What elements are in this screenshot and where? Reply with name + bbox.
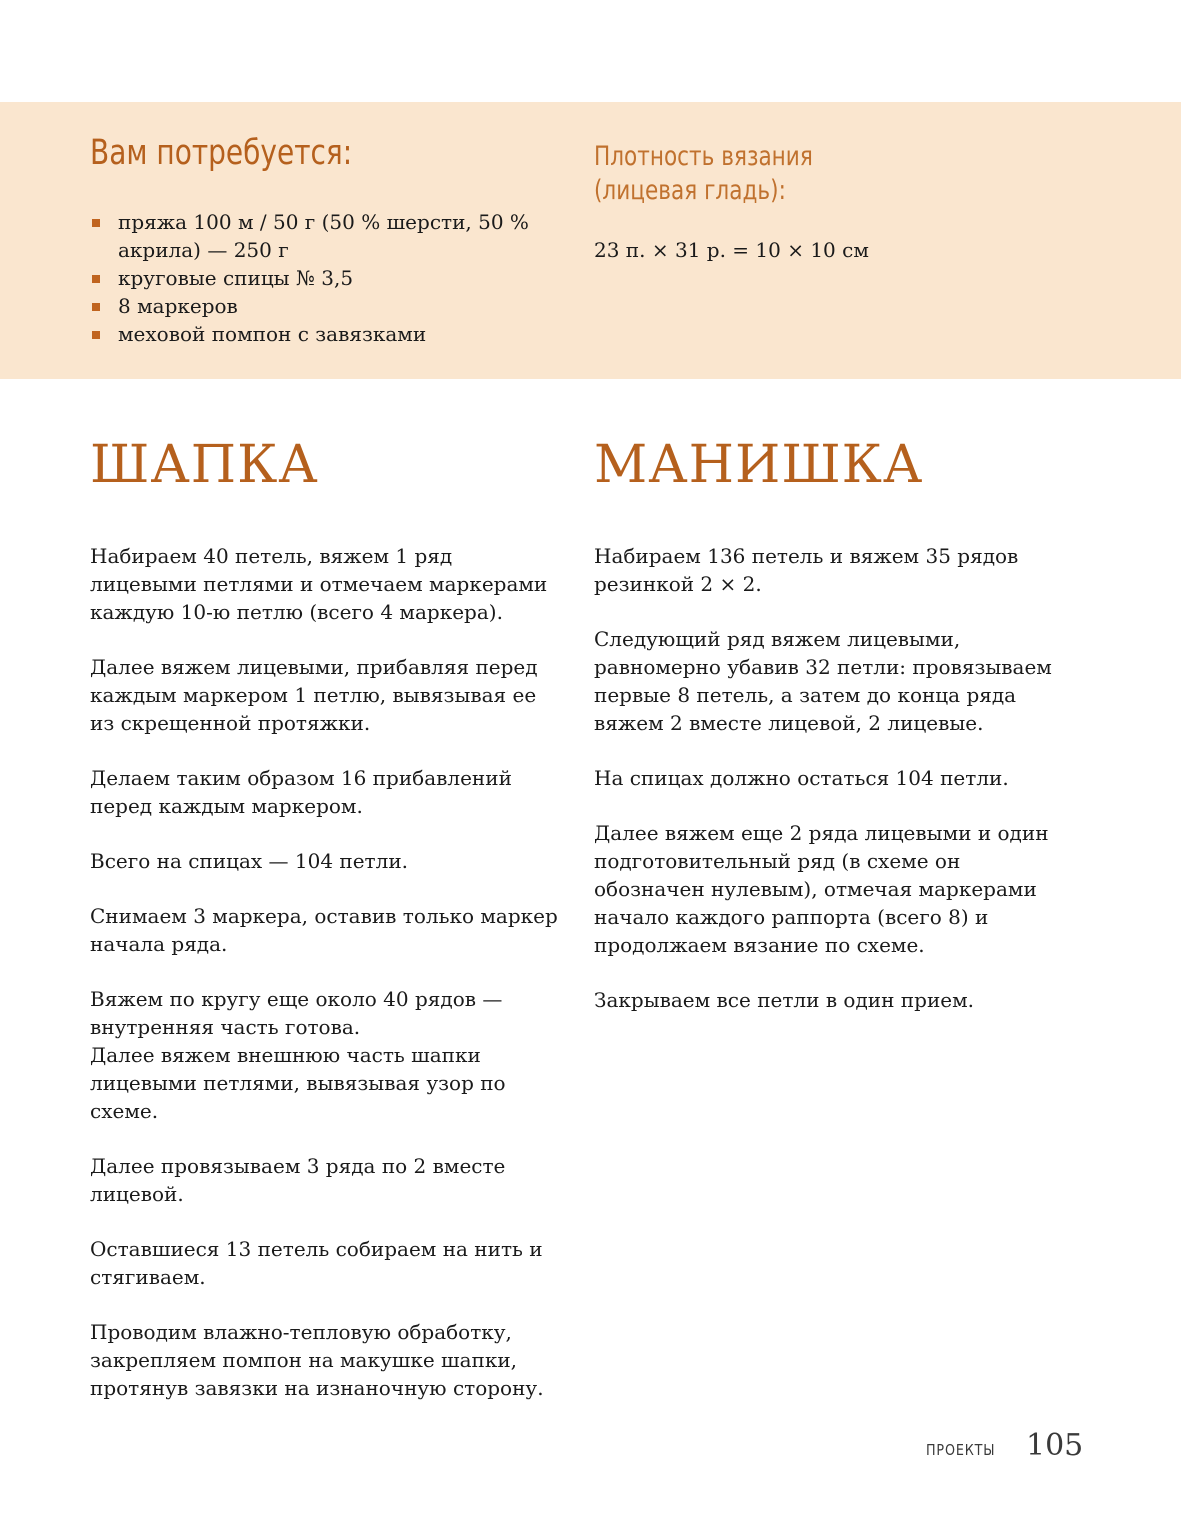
paragraph: Набираем 40 петель, вяжем 1 ряд лицевыми петлями и отмечаем маркерами каждую 10-ю петлю (всего 4 маркера).	[90, 544, 548, 624]
square-bullet-icon	[92, 219, 100, 227]
gauge-title-line: (лицевая гладь):	[594, 175, 786, 206]
hat-instructions	[90, 542, 560, 1429]
square-bullet-icon	[92, 275, 100, 283]
materials-item	[90, 264, 530, 292]
materials-item-text: меховой помпон с завязками	[118, 322, 427, 346]
square-bullet-icon	[92, 303, 100, 311]
gauge-value: 23 п. × 31 р. = 10 × 10 см	[594, 238, 869, 262]
paragraph: Вяжем по кругу еще около 40 рядов — внутренняя часть готова. Далее вяжем внешнюю часть шапки лицевыми петлями, вывязывая узор по схеме.	[90, 987, 506, 1123]
materials-item	[90, 292, 530, 320]
materials-list	[90, 208, 530, 348]
hat-heading: ШАПКА	[90, 435, 319, 495]
paragraph: Оставшиеся 13 петель собираем на нить и стягиваем.	[90, 1237, 543, 1289]
materials-item	[90, 208, 530, 264]
square-bullet-icon	[92, 331, 100, 339]
footer-section-label: ПРОЕКТЫ	[926, 1441, 996, 1459]
paragraph: Делаем таким образом 16 прибавлений перед каждым маркером.	[90, 766, 512, 818]
bib-instructions	[594, 542, 1064, 1041]
gauge-title-line: Плотность вязания	[594, 141, 813, 172]
materials-item	[90, 320, 530, 348]
materials-title: Вам потребуется:	[90, 133, 353, 173]
materials-item-text: пряжа 100 м / 50 г (50 % шерсти, 50 % акрила) — 250 г	[118, 210, 529, 262]
paragraph: Далее вяжем лицевыми, прибавляя перед каждым маркером 1 петлю, вывязывая ее из скрещенной протяжки.	[90, 655, 538, 735]
paragraph: Всего на спицах — 104 петли.	[90, 849, 409, 873]
paragraph: Проводим влажно-тепловую обработку, закрепляем помпон на макушке шапки, протянув завязки на изнаночную сторону.	[90, 1320, 544, 1400]
paragraph: Закрываем все петли в один прием.	[594, 988, 975, 1012]
paragraph: Следующий ряд вяжем лицевыми, равномерно убавив 32 петли: провязываем первые 8 петель, а затем до конца ряда вяжем 2 вместе лицевой, 2 лицевые.	[594, 627, 1052, 735]
gauge-title	[594, 140, 882, 208]
materials-item-text: круговые спицы № 3,5	[118, 266, 354, 290]
bib-heading: МАНИШКА	[594, 435, 924, 495]
paragraph: Далее вяжем еще 2 ряда лицевыми и один подготовительный ряд (в схеме он обозначен нулевым), отмечая маркерами начало каждого раппорта (всего 8) и продолжаем вязание по схеме.	[594, 821, 1049, 957]
page-number: 105	[1026, 1428, 1084, 1463]
materials-item-text: 8 маркеров	[118, 294, 238, 318]
paragraph: Далее провязываем 3 ряда по 2 вместе лицевой.	[90, 1154, 506, 1206]
paragraph: Набираем 136 петель и вяжем 35 рядов резинкой 2 × 2.	[594, 544, 1019, 596]
paragraph: Снимаем 3 маркера, оставив только маркер начала ряда.	[90, 904, 558, 956]
paragraph: На спицах должно остаться 104 петли.	[594, 766, 1009, 790]
